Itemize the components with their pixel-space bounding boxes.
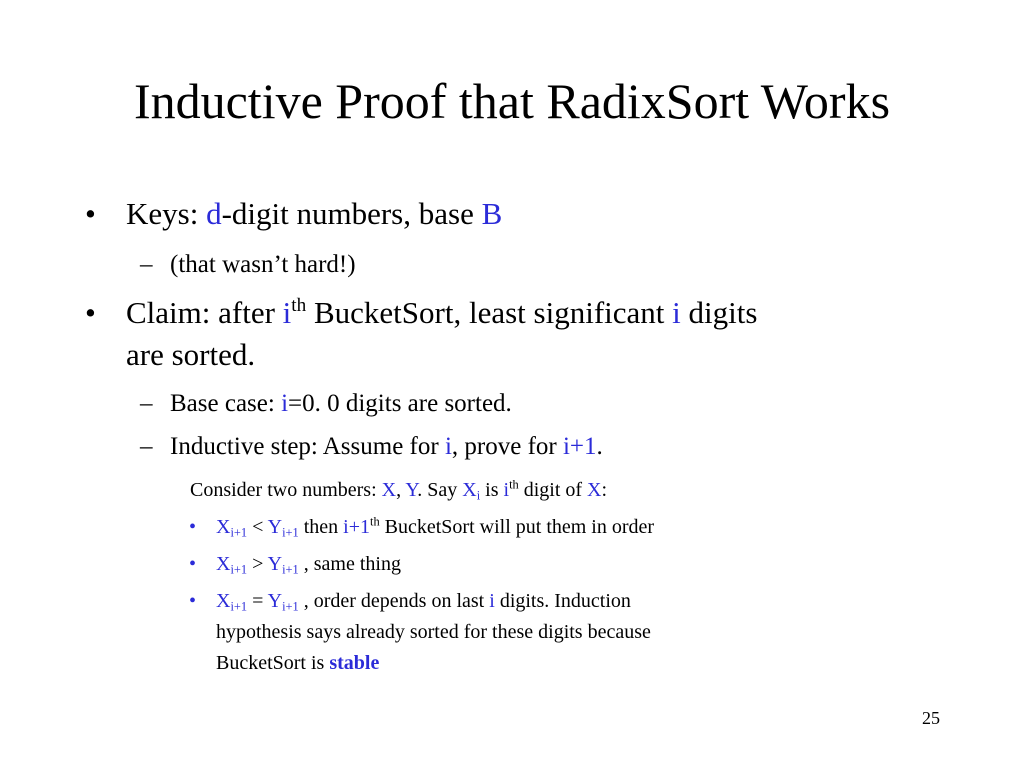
bullet-marker: •: [189, 553, 197, 575]
bullet-keys: [85, 195, 503, 233]
bullet-marker: •: [85, 295, 96, 330]
claim-middle: BucketSort, least significant: [306, 295, 673, 330]
dash-marker: –: [140, 251, 153, 278]
case-eq-middle: , order depends on last: [298, 590, 490, 612]
case-gt-y: Y: [267, 553, 283, 575]
case-lt-y-sub: i+1: [282, 525, 299, 540]
keys-base: B: [481, 196, 503, 231]
slide-title: Inductive Proof that RadixSort Works: [133, 73, 891, 129]
claim-suffix: digits: [680, 295, 758, 330]
keys-prefix: Keys:: [126, 196, 207, 231]
claim-th: th: [291, 295, 307, 317]
inductive-middle: , prove for: [451, 433, 563, 460]
consider-digit-of: digit of: [518, 479, 588, 501]
case-eq-line3-prefix: BucketSort is: [216, 652, 330, 674]
case-lt-op: <: [247, 516, 268, 538]
case-lt-th: th: [370, 514, 380, 529]
bullet-marker: •: [189, 516, 197, 538]
consider-x2: X: [462, 479, 477, 501]
case-gt-y-sub: i+1: [282, 562, 299, 577]
consider-colon: :: [601, 479, 608, 501]
dash-marker: –: [140, 433, 153, 460]
case-lt-i1: i+1: [343, 516, 371, 538]
case-gt-x: X: [216, 553, 231, 575]
page-number: 25: [922, 708, 940, 728]
case-lt-x-sub: i+1: [230, 525, 248, 540]
sub-bullet-base-case: [140, 388, 512, 420]
consider-line: [190, 475, 607, 505]
case-gt-suffix: , same thing: [298, 553, 401, 575]
consider-middle: . Say: [417, 479, 463, 501]
base-case-i: i: [281, 390, 289, 417]
case-less-than: [189, 512, 655, 543]
consider-is: is: [480, 479, 504, 501]
consider-y: Y: [405, 479, 418, 501]
consider-prefix: Consider two numbers:: [190, 479, 382, 501]
case-eq-y: Y: [267, 590, 283, 612]
consider-th: th: [509, 477, 519, 492]
case-eq-line2: hypothesis says already sorted for these digits because: [216, 621, 651, 643]
case-lt-x: X: [216, 516, 231, 538]
bullet-marker: •: [189, 590, 197, 612]
case-lt-y: Y: [267, 516, 283, 538]
case-lt-suffix: BucketSort will put them in order: [379, 516, 655, 538]
consider-sub-i: i: [476, 488, 481, 503]
inductive-i: i: [444, 433, 452, 460]
sub-bullet-inductive-step: [140, 431, 603, 463]
stable-keyword: stable: [329, 652, 380, 674]
case-eq-i: i: [489, 590, 495, 612]
bullet-marker: •: [85, 196, 96, 231]
keys-d: d: [206, 196, 222, 231]
consider-x: X: [381, 479, 397, 501]
claim-i2: i: [672, 295, 681, 330]
case-greater-than: [189, 549, 401, 580]
claim-prefix: Claim: after: [126, 295, 283, 330]
claim-line2: are sorted.: [126, 337, 256, 372]
case-lt-then: then: [298, 516, 344, 538]
case-eq-line3: [216, 648, 379, 679]
case-eq-x-sub: i+1: [230, 599, 248, 614]
dash-marker: –: [140, 390, 153, 417]
case-eq-y-sub: i+1: [282, 599, 299, 614]
case-gt-x-sub: i+1: [230, 562, 248, 577]
case-eq-op: =: [247, 590, 268, 612]
bullet-claim: [85, 294, 758, 332]
case-gt-op: >: [247, 553, 268, 575]
sub-bullet-note: [140, 249, 356, 281]
consider-comma: ,: [396, 479, 406, 501]
case-equal: [189, 586, 631, 617]
inductive-prefix: Inductive step: Assume for: [170, 433, 445, 460]
keys-middle: -digit numbers, base: [221, 196, 482, 231]
inductive-suffix: .: [596, 433, 603, 460]
inductive-i1: i+1: [562, 433, 597, 460]
base-case-prefix: Base case:: [170, 390, 282, 417]
consider-x3: X: [587, 479, 602, 501]
claim-i: i: [282, 295, 292, 330]
case-eq-x: X: [216, 590, 231, 612]
case-eq-suffix: digits. Induction: [494, 590, 631, 612]
note-text: (that wasn’t hard!): [170, 251, 356, 278]
base-case-suffix: =0. 0 digits are sorted.: [288, 390, 512, 417]
consider-i: i: [503, 479, 510, 501]
